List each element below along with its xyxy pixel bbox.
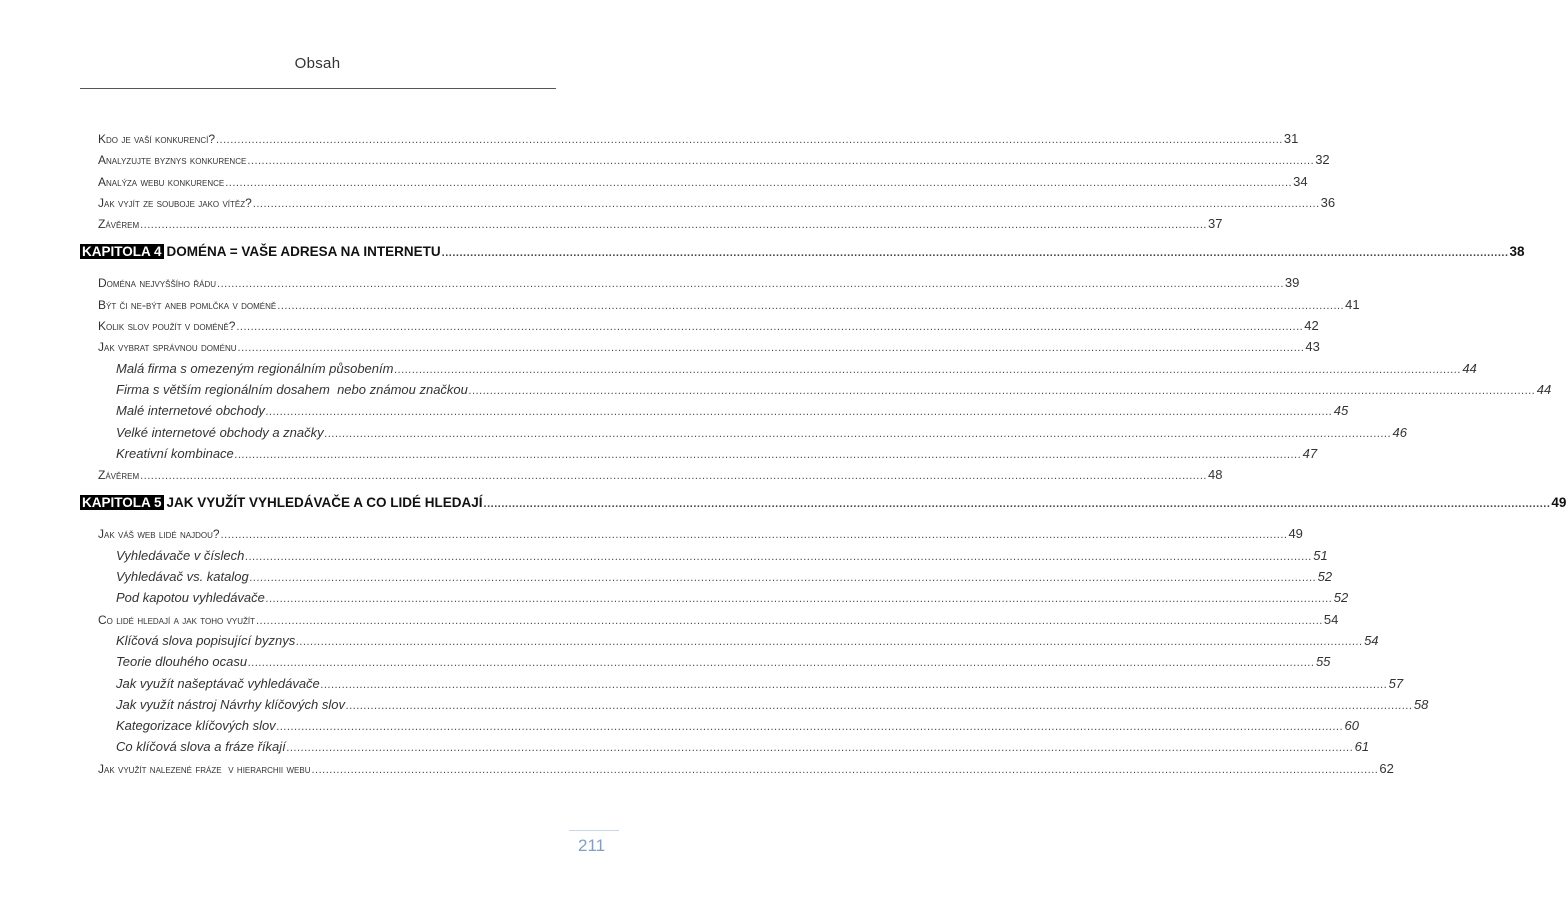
toc-section-entry[interactable] xyxy=(80,149,1330,170)
entry-title: Kolik slov použít v doméně? xyxy=(98,319,236,334)
dot-leader: ............................................................................................................................................................................................................................................................................................................ xyxy=(234,448,1302,461)
footer-rule xyxy=(569,830,619,831)
entry-page-number: 44 xyxy=(1462,360,1477,376)
entry-page-number: 48 xyxy=(1207,467,1223,483)
toc-subsection-entry[interactable] xyxy=(80,400,1349,421)
entry-page-number: 55 xyxy=(1315,654,1331,670)
dot-leader: ............................................................................................................................................................................................................................................................................................................ xyxy=(286,742,1354,755)
dot-leader: ............................................................................................................................................................................................................................................................................................................ xyxy=(140,470,1207,483)
entry-page-number: 52 xyxy=(1317,569,1333,585)
toc-subsection-entry[interactable] xyxy=(80,443,1318,464)
toc-subsection-entry[interactable] xyxy=(80,736,1370,757)
chapter-label: KAPITOLA 5 xyxy=(82,495,162,511)
toc-subsection-entry[interactable] xyxy=(80,566,1333,587)
toc-section-entry[interactable] xyxy=(80,523,1303,544)
entry-title: Kdo je vaší konkurencí? xyxy=(98,132,215,146)
entry-page-number: 52 xyxy=(1333,590,1349,606)
entry-page-number: 57 xyxy=(1388,675,1404,691)
toc-section-entry[interactable] xyxy=(80,192,1336,213)
entry-page-number: 44 xyxy=(1536,381,1552,397)
toc-subsection-entry[interactable] xyxy=(80,651,1331,672)
toc-section-entry[interactable] xyxy=(80,464,1223,485)
dot-leader: ............................................................................................................................................................................................................................................................................................................ xyxy=(324,427,1392,440)
entry-title: Závěrem xyxy=(98,217,140,232)
entry-title: Analyzujte byznys konkurence xyxy=(98,153,247,168)
entry-title: Co klíčová slova a fráze říkají xyxy=(116,739,286,755)
entry-title: Velké internetové obchody a značky xyxy=(116,424,324,440)
dot-leader: ............................................................................................................................................................................................................................................................................................................ xyxy=(346,699,1413,712)
entry-title: Klíčová slova popisující byznys xyxy=(116,632,296,648)
dot-leader: ............................................................................................................................................................................................................................................................................................................ xyxy=(248,657,1315,670)
toc-subsection-entry[interactable] xyxy=(80,673,1404,694)
entry-page-number: 41 xyxy=(1345,296,1360,312)
entry-title: Jak využít nalezené fráze v hierarchii webu xyxy=(98,761,311,776)
dot-leader: ............................................................................................................................................................................................................................................................................................................ xyxy=(247,155,1315,168)
entry-title: Analýza webu konkurence xyxy=(98,174,225,189)
dot-leader: ............................................................................................................................................................................................................................................................................................................ xyxy=(216,134,1283,146)
entry-title: Vyhledávače v číslech xyxy=(116,547,245,563)
toc-section-entry[interactable] xyxy=(80,171,1308,192)
entry-page-number: 42 xyxy=(1304,318,1319,334)
entry-title: Doména nejvyššího řádu xyxy=(98,276,217,291)
entry-title: Kategorizace klíčových slov xyxy=(116,718,276,734)
dot-leader: ............................................................................................................................................................................................................................................................................................................ xyxy=(277,299,1345,312)
entry-page-number: 49 xyxy=(1288,526,1303,542)
toc-section-entry[interactable] xyxy=(80,758,1394,779)
dot-leader: ............................................................................................................................................................................................................................................................................................................ xyxy=(140,219,1207,232)
toc-subsection-entry[interactable] xyxy=(80,587,1349,608)
dot-leader: ............................................................................................................................................................................................................................................................................................................ xyxy=(320,678,1388,691)
table-of-contents xyxy=(80,128,1566,779)
dot-leader: ............................................................................................................................................................................................................................................................................................................ xyxy=(265,593,1333,606)
entry-title: Pod kapotou vyhledávače xyxy=(116,590,265,606)
dot-leader: ............................................................................................................................................................................................................................................................................................................ xyxy=(236,321,1304,334)
entry-title: Malé internetové obchody xyxy=(116,403,265,419)
dot-leader: ............................................................................................................................................................................................................................................................................................................ xyxy=(225,176,1293,189)
chapter-label: KAPITOLA 4 xyxy=(82,244,162,260)
entry-page-number: 62 xyxy=(1379,760,1394,776)
dot-leader: ............................................................................................................................................................................................................................................................................................................ xyxy=(311,763,1379,776)
entry-page-number: 39 xyxy=(1284,275,1300,291)
entry-title: Jak vybrat správnou doménu xyxy=(98,340,237,355)
toc-section-entry[interactable] xyxy=(80,609,1339,630)
toc-subsection-entry[interactable] xyxy=(80,545,1328,566)
entry-page-number: 34 xyxy=(1293,173,1308,189)
entry-page-number: 36 xyxy=(1320,194,1336,210)
entry-page-number: 60 xyxy=(1344,718,1360,734)
toc-subsection-entry[interactable] xyxy=(80,694,1429,715)
entry-page-number: 47 xyxy=(1302,445,1318,461)
dot-leader: ............................................................................................................................................................................................................................................................................................................ xyxy=(296,635,1364,648)
entry-title: Malá firma s omezeným regionálním působením xyxy=(116,360,394,376)
entry-page-number: 58 xyxy=(1413,696,1429,712)
toc-section-entry[interactable] xyxy=(80,294,1360,315)
dot-leader: ............................................................................................................................................................................................................................................................................................................ xyxy=(252,197,1320,210)
entry-title: Vyhledávač vs. katalog xyxy=(116,569,249,585)
entry-page-number: 61 xyxy=(1354,739,1370,755)
entry-page-number: 43 xyxy=(1305,339,1320,355)
entry-title: Jak váš web lidé najdou? xyxy=(98,527,220,542)
entry-title: Firma s větším regionálním dosahem nebo známou značkou xyxy=(116,381,468,397)
dot-leader: ............................................................................................................................................................................................................................................................................................................ xyxy=(265,406,1333,419)
header-rule xyxy=(80,88,556,89)
toc-subsection-entry[interactable] xyxy=(80,630,1379,651)
dot-leader: ............................................................................................................................................................................................................................................................................................................ xyxy=(237,342,1305,355)
entry-title: DOMÉNA = VAŠE ADRESA NA INTERNETU xyxy=(166,244,441,260)
toc-chapter-entry[interactable] xyxy=(80,492,1566,514)
toc-section-entry[interactable] xyxy=(80,336,1320,357)
entry-title: Kreativní kombinace xyxy=(116,445,234,461)
toc-subsection-entry[interactable] xyxy=(80,422,1407,443)
dot-leader: ............................................................................................................................................................................................................................................................................................................ xyxy=(468,384,1536,397)
entry-page-number: 49 xyxy=(1551,495,1566,511)
dot-leader: ............................................................................................................................................................................................................................................................................................................ xyxy=(441,247,1509,260)
toc-subsection-entry[interactable] xyxy=(80,358,1477,379)
dot-leader: ............................................................................................................................................................................................................................................................................................................ xyxy=(276,721,1344,734)
entry-page-number: 51 xyxy=(1313,547,1328,563)
dot-leader: ............................................................................................................................................................................................................................................................................................................ xyxy=(220,529,1288,542)
entry-title: Jak využít nástroj Návrhy klíčových slov xyxy=(116,696,346,712)
entry-title: Teorie dlouhého ocasu xyxy=(116,654,248,670)
entry-title: JAK VYUŽÍT VYHLEDÁVAČE A CO LIDÉ HLEDAJÍ xyxy=(166,495,483,511)
toc-section-entry[interactable] xyxy=(80,128,1299,149)
dot-leader: ............................................................................................................................................................................................................................................................................................................ xyxy=(394,363,1462,376)
entry-page-number: 37 xyxy=(1207,216,1223,232)
dot-leader: ............................................................................................................................................................................................................................................................................................................ xyxy=(217,278,1284,291)
entry-title: Jak vyjít ze souboje jako vítěz? xyxy=(98,195,252,210)
entry-page-number: 54 xyxy=(1323,611,1339,627)
entry-page-number: 54 xyxy=(1364,632,1379,648)
dot-leader: ............................................................................................................................................................................................................................................................................................................ xyxy=(249,572,1317,585)
dot-leader: ............................................................................................................................................................................................................................................................................................................ xyxy=(483,498,1551,511)
entry-page-number: 32 xyxy=(1315,152,1330,168)
entry-page-number: 45 xyxy=(1333,403,1349,419)
dot-leader: ............................................................................................................................................................................................................................................................................................................ xyxy=(256,614,1323,627)
entry-page-number: 31 xyxy=(1283,131,1299,146)
entry-title: Co lidé hledají a jak toho využít xyxy=(98,612,255,627)
toc-subsection-entry[interactable] xyxy=(80,715,1360,736)
page-number: 211 xyxy=(578,836,606,855)
toc-chapter-entry[interactable] xyxy=(80,241,1525,263)
entry-title: Závěrem xyxy=(98,468,140,483)
toc-section-entry[interactable] xyxy=(80,315,1319,336)
entry-page-number: 38 xyxy=(1509,244,1525,260)
dot-leader: ............................................................................................................................................................................................................................................................................................................ xyxy=(245,550,1313,563)
page-header-title: Obsah xyxy=(294,55,341,72)
toc-subsection-entry[interactable] xyxy=(80,379,1552,400)
entry-page-number: 46 xyxy=(1392,424,1407,440)
toc-section-entry[interactable] xyxy=(80,213,1223,234)
entry-title: Být či ne-být aneb pomlčka v doméně xyxy=(98,297,277,312)
entry-title: Jak využít našeptávač vyhledávače xyxy=(116,675,320,691)
toc-section-entry[interactable] xyxy=(80,272,1300,293)
